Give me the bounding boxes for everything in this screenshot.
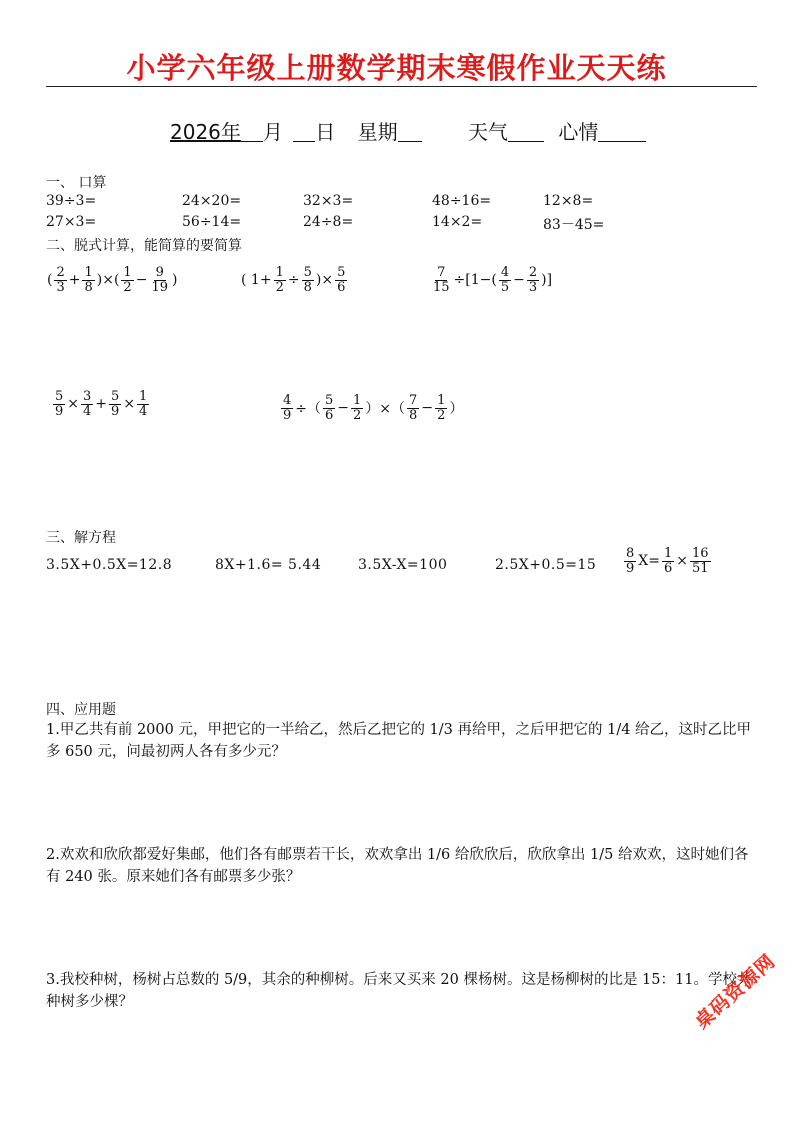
expr-token: ) — [171, 272, 178, 289]
expr-token: × — [123, 396, 136, 413]
expr-token: × — [67, 396, 80, 413]
word-problem-2: 2.欢欢和欣欣都爱好集邮，他们各有邮票若干长，欢欢拿出 1/6 给欣欣后，欣欣拿出 1/5 给欢欢，这时她们各有 240 张。原来她们各有邮票多少张？ — [46, 847, 749, 885]
weekday-label: 星期 — [357, 120, 398, 144]
fraction: $\frac{4}{5}$ — [500, 265, 510, 295]
oral-calc-item: 48÷16= — [432, 193, 492, 209]
title-divider — [46, 86, 757, 87]
word-problem-1: 1.甲乙共有前 2000 元，甲把它的一半给乙，然后乙把它的 1/3 再给甲，之后甲把它的 1/4 给乙，这时乙比甲多 650 元，问最初两人各有多少元？ — [46, 722, 752, 760]
fraction: $\frac{9}{19}$ — [151, 265, 168, 295]
oral-calc-item: 56÷14= — [182, 214, 242, 230]
fraction: $\frac{3}{4}$ — [83, 389, 92, 419]
fraction: $\frac{2}{3}$ — [56, 265, 65, 295]
expr-token: − — [421, 400, 434, 417]
fraction: $\frac{5}{6}$ — [337, 265, 346, 295]
weather-label: 天气 — [467, 120, 508, 144]
fraction: $\frac{1}{2}$ — [123, 265, 132, 295]
calc-expression-5 — [280, 394, 464, 422]
expr-token: + — [95, 396, 108, 413]
expr-token: − — [337, 400, 350, 417]
fraction: $\frac{5}{6}$ — [325, 393, 334, 423]
calc-expression-4 — [52, 390, 150, 418]
watermark-stamp: 桌码资源网 — [690, 950, 780, 1034]
oral-calc-item: 12×8= — [543, 193, 594, 209]
mood-blank — [598, 121, 646, 142]
expr-token: ÷[1−( — [453, 272, 497, 289]
day-label: 日 — [315, 120, 336, 144]
year-label: 2026年 — [170, 120, 241, 144]
fraction: $\frac{5}{9}$ — [111, 389, 120, 419]
section-stepwise-calc-heading: 二、脱式计算，能简算的要简算 — [46, 238, 242, 254]
weather-blank — [508, 121, 544, 142]
equation-item: 3.5X+0.5X=12.8 — [46, 557, 173, 573]
oral-calc-item: 14×2= — [432, 214, 483, 230]
fraction: $\frac{1}{2}$ — [275, 265, 284, 295]
page-title: 小学六年级上册数学期末寒假作业天天练 — [126, 51, 667, 85]
month-label: 月 — [262, 120, 283, 144]
expr-token: ÷ — [287, 272, 300, 289]
fraction: $\frac{1}{2}$ — [437, 393, 446, 423]
section-word-problems-heading: 四、应用题 — [46, 702, 116, 718]
fraction: $\frac{8}{9}$ — [626, 546, 635, 576]
expr-token: ( — [47, 272, 53, 289]
weekday-blank — [398, 121, 422, 142]
oral-calc-item: 24÷8= — [303, 214, 354, 230]
expr-token: − — [135, 272, 148, 289]
date-line — [170, 116, 646, 145]
fraction: $\frac{1}{2}$ — [353, 393, 362, 423]
expr-token: ） — [449, 401, 464, 418]
day-blank — [293, 121, 315, 142]
equation-item: 3.5X-X=100 — [358, 557, 448, 573]
calc-expression-2 — [240, 266, 348, 294]
section-equations-heading: 三、解方程 — [46, 530, 116, 546]
equation-item: 2.5X+0.5=15 — [495, 557, 597, 573]
mood-label: 心情 — [558, 120, 599, 144]
expr-token: )× — [315, 272, 334, 289]
fraction: $\frac{2}{3}$ — [528, 265, 538, 295]
section-oral-calc-heading: 一、 口算 — [46, 175, 107, 191]
expr-token: )] — [541, 272, 553, 289]
fraction: $\frac{16}{51}$ — [692, 546, 709, 576]
expr-token: − — [513, 272, 525, 289]
fraction: $\frac{7}{8}$ — [409, 393, 418, 423]
fraction: $\frac{5}{8}$ — [303, 265, 312, 295]
oral-calc-item: 27×3= — [46, 214, 97, 230]
expr-token: ( 1+ — [241, 272, 272, 289]
expr-token: + — [68, 272, 81, 289]
fraction: $\frac{4}{9}$ — [283, 393, 292, 423]
fraction: $\frac{1}{4}$ — [139, 389, 148, 419]
expr-token: )×( — [96, 272, 120, 289]
word-problem-3: 3.我校种树，杨树占总数的 5/9，其余的种柳树。后来又买来 20 棵杨树。这是杨柳树的比是 15：11。学校共种树多少棵？ — [46, 972, 752, 1010]
fraction: $\frac{5}{9}$ — [55, 389, 64, 419]
oral-calc-item: 83－45= — [543, 217, 605, 233]
calc-expression-1 — [46, 266, 178, 294]
fraction: $\frac{1}{6}$ — [663, 546, 673, 576]
expr-token: ÷（ — [295, 401, 322, 418]
fraction: $\frac{7}{15}$ — [433, 265, 450, 295]
equation-item-fraction — [623, 547, 712, 575]
fraction: $\frac{1}{8}$ — [84, 265, 93, 295]
oral-calc-item: 39÷3= — [46, 193, 97, 209]
expr-token: ）×（ — [365, 401, 406, 418]
expr-token: × — [676, 553, 688, 570]
oral-calc-item: 24×20= — [182, 193, 242, 209]
equation-item: 8X+1.6= 5.44 — [215, 557, 322, 573]
calc-expression-3 — [430, 266, 553, 294]
month-blank — [241, 121, 263, 142]
expr-token: X= — [638, 553, 660, 570]
oral-calc-item: 32×3= — [303, 193, 354, 209]
